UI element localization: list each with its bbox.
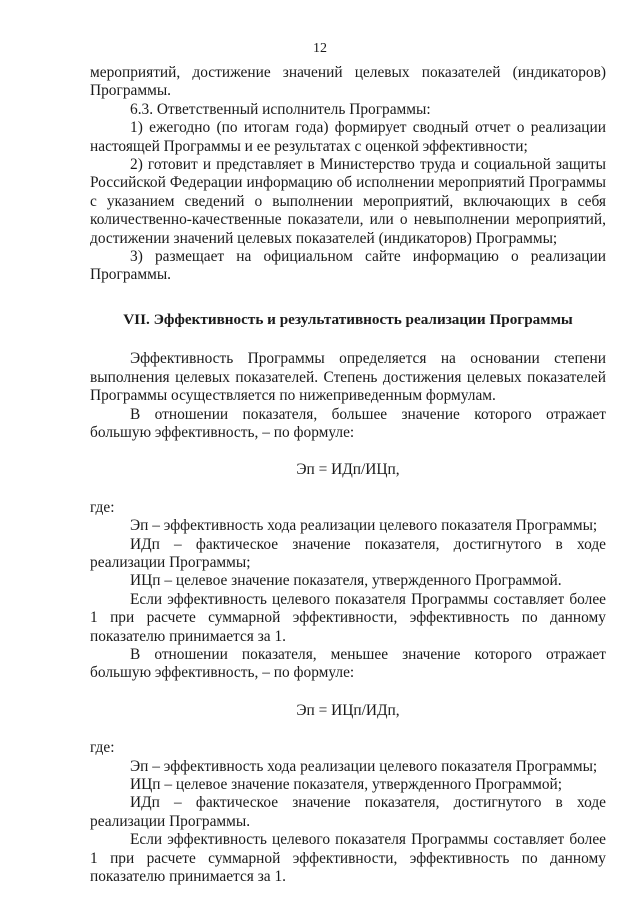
where-label: где: xyxy=(90,498,115,516)
list-item: 1) ежегодно (по итогам года) формирует сводный отчет о реализации настоящей Программы и ее результатах с оценкой эффективности; xyxy=(90,119,606,155)
formula: Эп = ИЦп/ИДп, xyxy=(296,701,400,719)
paragraph: Если эффективность целевого показателя Программы составляет более 1 при расчете суммарной эффективности, эффективность по данному показателю принимается за 1. xyxy=(90,831,606,886)
definition: ИЦп – целевое значение показателя, утвержденного Программой. xyxy=(130,572,562,590)
definition: ИДп – фактическое значение показателя, достигнутого в ходе реализации Программы. xyxy=(90,794,606,830)
paragraph: В отношении показателя, меньшее значение которого отражает большую эффективность, – по формуле: xyxy=(90,645,606,682)
definition: ИЦп – целевое значение показателя, утвержденного Программой; xyxy=(130,776,563,793)
definition: ИДп – фактическое значение показателя, достигнутого в ходе реализации Программы; xyxy=(90,535,606,571)
definition: Эп – эффективность хода реализации целевого показателя Программы; xyxy=(130,517,598,535)
section-clause: 6.3. Ответственный исполнитель Программы: xyxy=(130,100,431,118)
paragraph: В отношении показателя, большее значение которого отражает большую эффективность, – по формуле: xyxy=(90,405,606,441)
definition: Эп – эффективность хода реализации целевого показателя Программы; xyxy=(130,757,598,775)
section-heading: VII. Эффективность и результативность реализации Программы xyxy=(123,310,573,328)
list-item: 3) размещает на официальном сайте информацию о реализации Программы. xyxy=(90,248,606,284)
formula: Эп = ИДп/ИЦп, xyxy=(296,461,400,479)
document-body xyxy=(90,64,606,886)
paragraph: Эффективность Программы определяется на основании степени выполнения целевых показателей. Степень достижения целевых показателей Программы осуществляется по нижеприведенным формулам. xyxy=(90,350,606,405)
paragraph: мероприятий, достижение значений целевых показателей (индикаторов) Программы. xyxy=(90,64,606,100)
page-number: 12 xyxy=(313,41,327,56)
list-item: 2) готовит и представляет в Министерство труда и социальной защиты Российской Федерации информацию об исполнении мероприятий Программы с указанием сведений о выполнении мероприятий, включающих в себя количественно-качественные показатели, или о невыполнении мероприятий, достижении значений целевых показателей (индикаторов) Программы; xyxy=(90,156,606,247)
where-label: где: xyxy=(90,739,115,757)
paragraph: Если эффективность целевого показателя Программы составляет более 1 при расчете суммарной эффективности, эффективность по данному показателю принимается за 1. xyxy=(90,590,606,645)
